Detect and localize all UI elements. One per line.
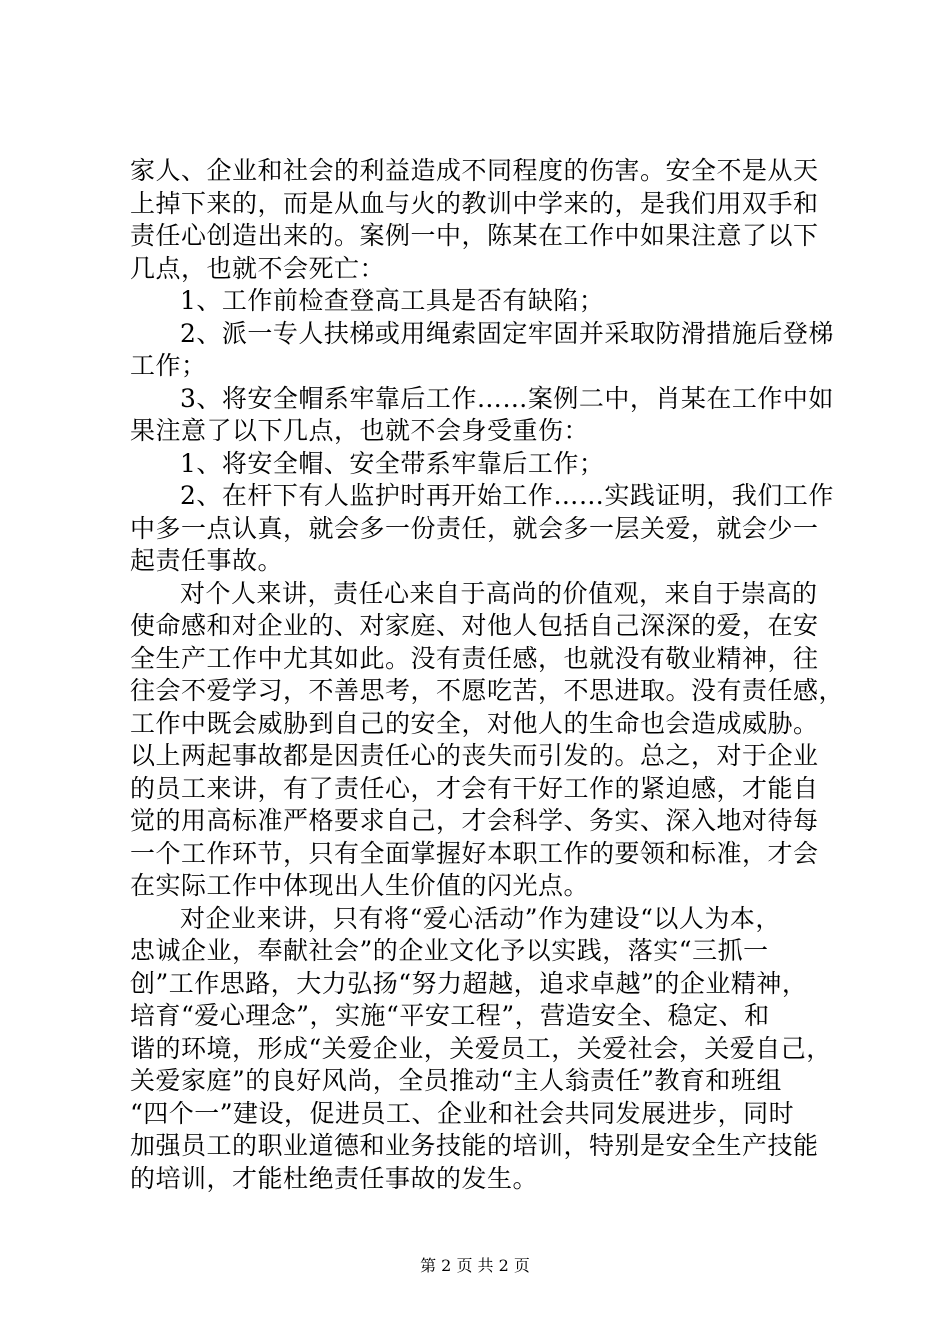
text-line: 上掉下来的，而是从血与火的教训中学来的，是我们用双手和 <box>130 188 819 218</box>
text-line: 加强员工的职业道德和业务技能的培训，特别是安全生产技能 <box>130 1131 819 1160</box>
text-line: 1、工作前检查登高工具是否有缺陷； <box>180 286 605 315</box>
text-line: 的员工来讲，有了责任心，才会有干好工作的紧迫感，才能自 <box>130 773 819 803</box>
document-body <box>130 155 845 1195</box>
text-line: 创”工作思路，大力弘扬“努力超越，追求卓越”的企业精神， <box>130 968 808 998</box>
text-line: 忠诚企业，奉献社会”的企业文化予以实践，落实“三抓一 <box>130 936 769 965</box>
text-line: “四个一”建设，促进员工、企业和社会共同发展进步，同时 <box>130 1098 795 1128</box>
text-line: 工作中既会威胁到自己的安全，对他人的生命也会造成威胁。 <box>130 708 819 738</box>
text-line: 2、派一专人扶梯或用绳索固定牢固并采取防滑措施后登梯 <box>180 318 834 348</box>
text-line: 对个人来讲，责任心来自于高尚的价值观，来自于崇高的 <box>180 578 818 608</box>
text-line: 责任心创造出来的。案例一中，陈某在工作中如果注意了以下 <box>130 221 819 250</box>
text-line: 全生产工作中尤其如此。没有责任感，也就没有敬业精神，往 <box>130 643 819 673</box>
text-line: 培育“爱心理念”，实施“平安工程”，营造安全、稳定、和 <box>130 1001 770 1030</box>
text-line: 谐的环境，形成“关爱企业，关爱员工，关爱社会，关爱自己， <box>130 1033 832 1063</box>
text-line: 1、将安全帽、安全带系牢靠后工作； <box>180 448 605 478</box>
text-line: 起责任事故。 <box>130 546 284 575</box>
text-line: 以上两起事故都是因责任心的丧失而引发的。总之，对于企业 <box>130 741 819 770</box>
text-line: 果注意了以下几点，也就不会身受重伤： <box>130 416 590 445</box>
text-line: 3、将安全帽系牢靠后工作……案例二中，肖某在工作中如 <box>180 383 834 413</box>
text-line: 使命感和对企业的、对家庭、对他人包括自己深深的爱，在安 <box>130 611 819 640</box>
text-line: 的培训，才能杜绝责任事故的发生。 <box>130 1163 539 1193</box>
text-line: 在实际工作中体现出人生价值的闪光点。 <box>130 871 590 900</box>
page-footer <box>0 1253 950 1276</box>
text-line: 往会不爱学习，不善思考，不愿吃苦，不思进取。没有责任感， <box>130 676 845 705</box>
text-line: 一个工作环节，只有全面掌握好本职工作的要领和标准，才会 <box>130 838 819 868</box>
page-number-label: 第 2 页 共 2 页 <box>420 1256 530 1275</box>
text-line: 家人、企业和社会的利益造成不同程度的伤害。安全不是从天 <box>130 156 819 185</box>
text-line: 工作； <box>130 351 207 380</box>
text-line: 几点，也就不会死亡： <box>130 253 386 283</box>
text-line: 中多一点认真，就会多一份责任，就会多一层关爱，就会少一 <box>130 513 819 543</box>
text-line: 对企业来讲，只有将“爱心活动”作为建设“以人为本， <box>180 903 781 933</box>
text-line: 关爱家庭”的良好风尚，全员推动“主人翁责任”教育和班组 <box>130 1066 782 1095</box>
text-line: 觉的用高标准严格要求自己，才会科学、务实、深入地对待每 <box>130 806 819 835</box>
text-line: 2、在杆下有人监护时再开始工作……实践证明，我们工作 <box>180 481 834 510</box>
